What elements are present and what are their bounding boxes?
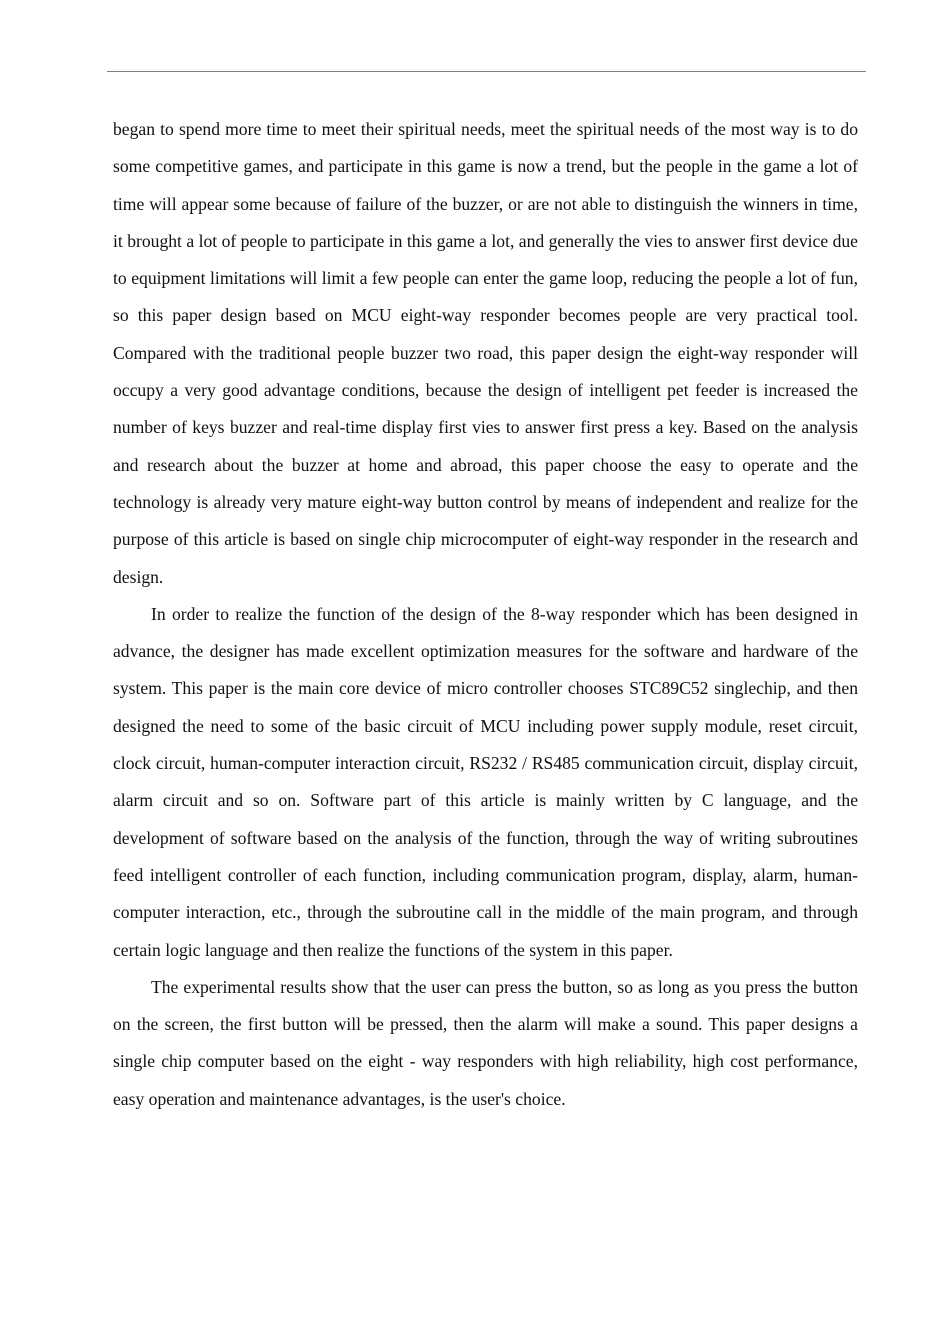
- header-rule: [107, 71, 866, 72]
- paragraph-design-realization: In order to realize the function of the design of the 8-way responder which has been designed in advance, the designer has made excellent optimization measures for the software and hardware of the system. This paper is the main core device of micro controller chooses STC89C52 singlechip, and then designed the need to some of the basic circuit of MCU including power supply module, reset circuit, clock circuit, human-computer interaction circuit, RS232 / RS485 communication circuit, display circuit, alarm circuit and so on. Software part of this article is mainly written by C language, and the development of software based on the analysis of the function, through the way of writing subroutines feed intelligent controller of each function, including communication program, display, alarm, human-computer interaction, etc., through the subroutine call in the middle of the main program, and through certain logic language and then realize the functions of the system in this paper.: [113, 603, 858, 960]
- paragraph-continuation: began to spend more time to meet their spiritual needs, meet the spiritual needs of the most way is to do some competitive games, and participate in this game is now a trend, but the people in the game a lot of time will appear some because of failure of the buzzer, or are not able to distinguish the winners in time, it brought a lot of people to participate in this game a lot, and generally the vies to answer first device due to equipment limitations will limit a few people can enter the game loop, reducing the people a lot of fun, so this paper design based on MCU eight-way responder becomes people are very practical tool. Compared with the traditional people buzzer two road, this paper design the eight-way responder will occupy a very good advantage conditions, because the design of intelligent pet feeder is increased the number of keys buzzer and real-time display first vies to answer first press a key. Based on the analysis and research about the buzzer at home and abroad, this paper choose the easy to operate and the technology is already very mature eight-way button control by means of independent and realize for the purpose of this article is based on single chip microcomputer of eight-way responder in the research and design.: [113, 119, 858, 587]
- body-text: [113, 111, 858, 1118]
- paragraph-experimental-results: The experimental results show that the user can press the button, so as long as you press the button on the screen, the first button will be pressed, then the alarm will make a sound. This paper designs a single chip computer based on the eight - way responders with high reliability, high cost performance, easy operation and maintenance advantages, is the user's choice.: [113, 976, 858, 1109]
